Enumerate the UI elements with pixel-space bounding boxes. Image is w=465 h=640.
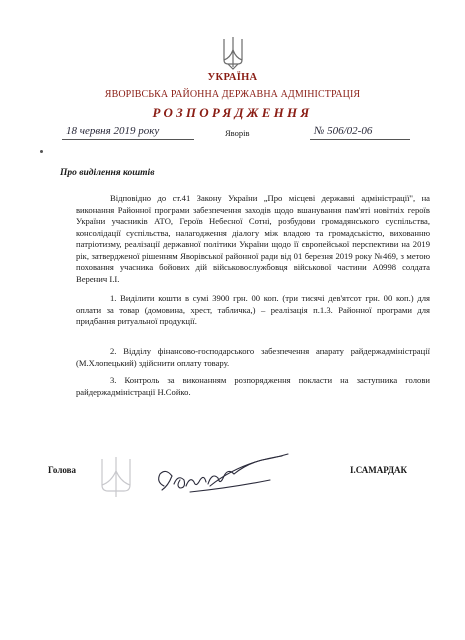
country-heading: УКРАЇНА	[207, 72, 258, 83]
issue-place: Яворів	[225, 128, 250, 138]
signatory-name: І.САМАРДАК	[350, 465, 408, 475]
document-type-heading: РОЗПОРЯДЖЕННЯ	[152, 105, 313, 120]
handwritten-date: 18 червня 2019 року	[66, 125, 160, 137]
punch-mark	[40, 150, 43, 153]
order-item-3: 3. Контроль за виконанням розпорядження покласти на заступника голови райдержадміністрації Н.Сойко.	[76, 375, 430, 397]
number-underline	[310, 139, 410, 140]
order-item-2: 2. Відділу фінансово-господарського забезпечення апарату райдержадміністрації (М.Хлопецький) здійснити оплату товару.	[76, 346, 430, 368]
order-item-1: 1. Виділити кошти в сумі 3900 грн. 00 коп. (три тисячі дев'ятсот грн. 00 коп.) для оплати за товар (домовина, хрест, табличка,) – реалізація п.1.3. Районної програми для придбання ритуальної продукції.	[76, 293, 430, 326]
trident-icon	[222, 36, 244, 70]
seal-emblem-icon	[98, 455, 134, 501]
handwritten-number: № 506/02-06	[314, 125, 373, 137]
signatory-title: Голова	[48, 465, 77, 475]
preamble-paragraph: Відповідно до ст.41 Закону України „Про місцеві державні адміністрації", на виконання Районної програми забезпечення заходів щодо вшанування пам'яті новітніх героїв України учасників АТО, Героїв Небесної Сотні, розбудови громадянського суспільства, консолідації суспільства, налагодження діалогу між владою та громадськістю, вихованню патріотизму, реалізації державної політики України щодо її європейської перспективи на 2019 рік, затвердженої рішенням Яворівської районної ради від 01 березня 2019 року №469, з метою поховання учасника бойових дій військовослужбовця військової частини А0998 солдата Веренич І.І.	[76, 193, 430, 284]
handwritten-signature	[150, 450, 295, 500]
document-subject: Про виділення коштів	[60, 168, 155, 178]
date-underline	[62, 139, 194, 140]
administration-heading: ЯВОРІВСЬКА РАЙОННА ДЕРЖАВНА АДМІНІСТРАЦІЯ	[104, 89, 361, 100]
